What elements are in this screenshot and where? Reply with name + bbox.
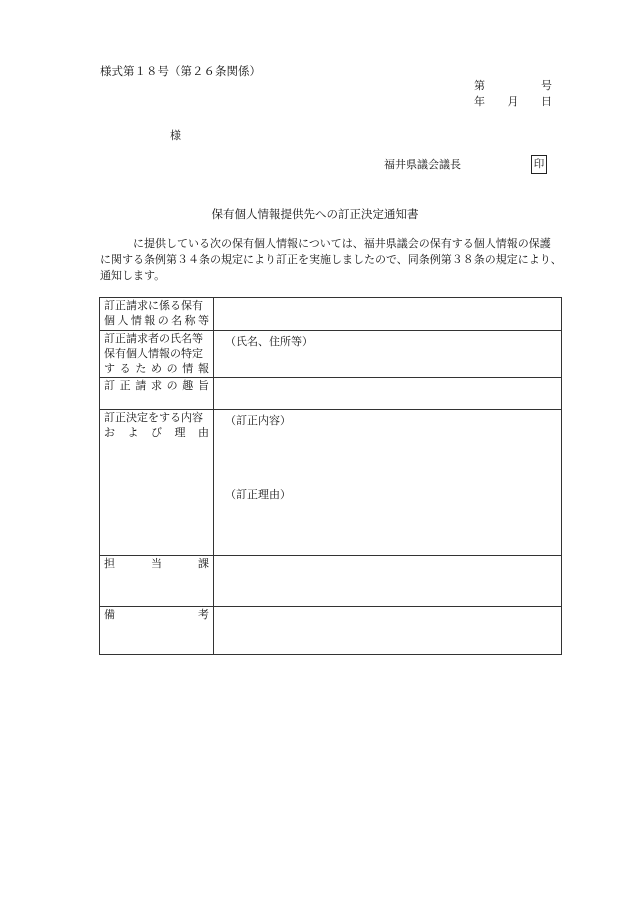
label-char: 求	[150, 379, 162, 392]
row-value[interactable]	[214, 410, 562, 556]
label-char: 正	[119, 379, 131, 392]
table-row	[100, 410, 562, 556]
table-row	[100, 331, 562, 378]
doc-number-prefix: 第	[474, 79, 485, 92]
label-char: 担	[104, 557, 115, 570]
label-char: 請	[135, 379, 147, 392]
row-label	[100, 378, 214, 410]
table-row	[100, 607, 562, 655]
label-char: の	[166, 379, 178, 392]
row-value[interactable]	[214, 298, 562, 331]
date-year: 年	[474, 95, 485, 108]
label-char: 考	[198, 608, 209, 621]
info-table	[99, 297, 562, 655]
body-line: 通知します。	[100, 269, 166, 282]
value-hint: （氏名、住所等）	[225, 335, 313, 348]
row-label	[100, 556, 214, 607]
label-char: す	[104, 362, 115, 375]
label-char: 報	[144, 314, 156, 327]
label-char: び	[151, 426, 162, 439]
label-char: た	[135, 362, 147, 375]
label-char: の	[157, 314, 169, 327]
date-month: 月	[507, 95, 519, 108]
doc-number-suffix: 号	[541, 79, 552, 92]
label-char: 趣	[182, 379, 194, 392]
label-char: 等	[197, 314, 209, 327]
label-char: 当	[151, 557, 162, 570]
label-char: 称	[184, 314, 196, 327]
label-text: 訂正請求に係る保有	[104, 299, 203, 312]
label-char: 名	[171, 314, 183, 327]
label-char: 人	[117, 314, 129, 327]
body-line: に提供している次の保有個人情報については、福井県議会の保有する個人情報の保護	[133, 237, 551, 250]
document-date	[474, 96, 552, 107]
table-row	[100, 556, 562, 607]
row-value[interactable]	[214, 556, 562, 607]
label-char: 理	[174, 426, 186, 439]
label-char: 由	[198, 426, 209, 439]
row-value[interactable]	[214, 607, 562, 655]
label-char: 訂	[104, 379, 115, 392]
row-label	[100, 298, 214, 331]
label-char: 旨	[197, 379, 209, 392]
label-char: 報	[197, 362, 209, 375]
row-label	[100, 607, 214, 655]
row-label: 訂正決定をする内容 お よ び 理 由	[100, 410, 214, 556]
label-char: お	[104, 426, 115, 439]
label-char: る	[119, 362, 131, 375]
row-value[interactable]	[214, 331, 562, 378]
label-char: よ	[127, 426, 139, 439]
table-row	[100, 378, 562, 410]
label-line	[104, 313, 209, 328]
value-hint: （訂正理由）	[225, 488, 291, 501]
label-char: 個	[104, 314, 115, 327]
row-label: 訂正請求者の氏名等 保有個人情報の特定 す る た め の 情 報	[100, 331, 214, 378]
form-number: 様式第１８号（第２６条関係）	[100, 64, 261, 78]
label-line	[104, 298, 209, 313]
label-char: め	[150, 362, 162, 375]
label-char: 備	[104, 608, 115, 621]
document-number	[474, 80, 552, 91]
value-hint: （訂正内容）	[225, 414, 291, 427]
document-title: 保有個人情報提供先への訂正決定通知書	[211, 207, 419, 221]
body-text	[100, 236, 562, 284]
table-row	[100, 298, 562, 331]
row-value[interactable]	[214, 378, 562, 410]
addressee-suffix: 様	[170, 129, 181, 142]
sender-title: 福井県議会議長	[384, 158, 461, 171]
label-char: 課	[198, 557, 209, 570]
label-char: 情	[182, 362, 194, 375]
body-line: に関する条例第３４条の規定により訂正を実施しましたので、同条例第３８条の規定により、	[100, 253, 562, 266]
date-day: 日	[541, 95, 552, 108]
seal-box: 印	[531, 155, 547, 174]
label-char: 情	[130, 314, 142, 327]
label-char: の	[166, 362, 178, 375]
